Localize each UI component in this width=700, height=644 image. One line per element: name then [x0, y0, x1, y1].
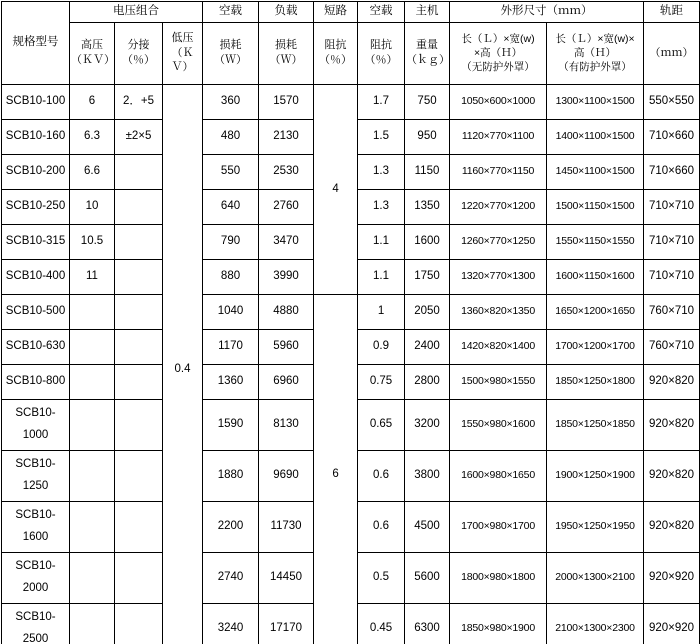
row-dim-no-enclosure: 1700×980×1700 [450, 501, 547, 552]
row-tap [115, 259, 163, 294]
row-model: SCB10- 1600 [2, 501, 70, 552]
row-dim-with-enclosure: 1700×1200×1700 [547, 329, 644, 364]
row-hv: 10 [70, 189, 115, 224]
subheader-weight: 重量 （ｋｇ） [405, 22, 450, 84]
row-hv [70, 552, 115, 603]
row-hv [70, 450, 115, 501]
header-voltage-combination: 电压组合 [70, 2, 203, 23]
row-load-loss: 11730 [259, 501, 314, 552]
row-noload-loss: 1360 [203, 364, 259, 399]
row-dim-no-enclosure: 1320×770×1300 [450, 259, 547, 294]
row-weight: 4500 [405, 501, 450, 552]
row-model: SCB10- 2500 [2, 603, 70, 644]
row-model: SCB10-315 [2, 224, 70, 259]
row-track: 760×710 [644, 329, 700, 364]
row-model: SCB10-100 [2, 84, 70, 119]
row-hv: 6.3 [70, 119, 115, 154]
row-model: SCB10-500 [2, 294, 70, 329]
row-track: 920×820 [644, 501, 700, 552]
row-noload-impedance: 0.65 [358, 399, 405, 450]
row-hv: 10.5 [70, 224, 115, 259]
row-load-loss: 2760 [259, 189, 314, 224]
row-track: 710×710 [644, 224, 700, 259]
row-hv: 6 [70, 84, 115, 119]
row-tap: ±2×5 [115, 119, 163, 154]
row-dim-no-enclosure: 1160×770×1150 [450, 154, 547, 189]
row-hv: 11 [70, 259, 115, 294]
subheader-load-loss: 损耗 （Ｗ） [259, 22, 314, 84]
row-noload-loss: 1170 [203, 329, 259, 364]
row-tap [115, 552, 163, 603]
row-track: 920×820 [644, 450, 700, 501]
row-load-loss: 14450 [259, 552, 314, 603]
table-row [2, 294, 700, 329]
row-tap [115, 501, 163, 552]
row-load-loss: 3990 [259, 259, 314, 294]
row-dim-with-enclosure: 1900×1250×1900 [547, 450, 644, 501]
subheader-dim-with-enclosure: 长（Ｌ）×宽(w)× 高（Ｈ） （有防护外罩） [547, 22, 644, 84]
row-noload-impedance: 1.3 [358, 189, 405, 224]
row-hv [70, 603, 115, 644]
row-hv [70, 294, 115, 329]
row-load-loss: 4880 [259, 294, 314, 329]
row-load-loss: 2530 [259, 154, 314, 189]
row-track: 760×710 [644, 294, 700, 329]
row-noload-loss: 3240 [203, 603, 259, 644]
subheader-dim-no-enclosure: 长（Ｌ）×宽(w) ×高（Ｈ） （无防护外罩） [450, 22, 547, 84]
subheader-hv: 高压 （ＫＶ） [70, 22, 115, 84]
row-dim-with-enclosure: 2000×1300×2100 [547, 552, 644, 603]
row-short-impedance-group-2: 6 [314, 294, 358, 644]
row-noload-impedance: 1.5 [358, 119, 405, 154]
table-row [2, 84, 700, 119]
row-load-loss: 1570 [259, 84, 314, 119]
row-weight: 950 [405, 119, 450, 154]
row-model: SCB10-200 [2, 154, 70, 189]
row-dim-no-enclosure: 1550×980×1600 [450, 399, 547, 450]
row-track: 710×660 [644, 154, 700, 189]
row-track: 550×550 [644, 84, 700, 119]
header-noload: 空载 [203, 2, 259, 23]
row-weight: 3800 [405, 450, 450, 501]
row-dim-no-enclosure: 1800×980×1800 [450, 552, 547, 603]
subheader-lv: 低压 （ＫＶ） [163, 22, 203, 84]
row-tap [115, 399, 163, 450]
subheader-short-impedance: 阻抗 （％） [314, 22, 358, 84]
row-weight: 750 [405, 84, 450, 119]
row-dim-with-enclosure: 2100×1300×2300 [547, 603, 644, 644]
row-hv [70, 501, 115, 552]
row-noload-impedance: 0.6 [358, 450, 405, 501]
row-hv [70, 329, 115, 364]
row-dim-with-enclosure: 1450×1100×1500 [547, 154, 644, 189]
row-track: 920×820 [644, 364, 700, 399]
subheader-tap: 分接 （％） [115, 22, 163, 84]
row-track: 710×660 [644, 119, 700, 154]
row-dim-no-enclosure: 1600×980×1650 [450, 450, 547, 501]
row-weight: 1350 [405, 189, 450, 224]
row-dim-with-enclosure: 1950×1250×1950 [547, 501, 644, 552]
row-weight: 1150 [405, 154, 450, 189]
header-dimensions: 外形尺寸（ｍｍ） [450, 2, 644, 23]
row-noload-loss: 1880 [203, 450, 259, 501]
row-hv [70, 399, 115, 450]
row-noload-loss: 360 [203, 84, 259, 119]
row-weight: 1750 [405, 259, 450, 294]
header-load: 负载 [259, 2, 314, 23]
row-dim-with-enclosure: 1850×1250×1800 [547, 364, 644, 399]
subheader-track-unit: （ｍｍ） [644, 22, 700, 84]
row-dim-no-enclosure: 1500×980×1550 [450, 364, 547, 399]
row-dim-no-enclosure: 1260×770×1250 [450, 224, 547, 259]
row-tap [115, 329, 163, 364]
row-dim-no-enclosure: 1360×820×1350 [450, 294, 547, 329]
row-track: 920×820 [644, 399, 700, 450]
row-noload-loss: 2740 [203, 552, 259, 603]
row-weight: 5600 [405, 552, 450, 603]
row-noload-loss: 790 [203, 224, 259, 259]
row-noload-impedance: 0.45 [358, 603, 405, 644]
row-track: 710×710 [644, 259, 700, 294]
row-dim-with-enclosure: 1650×1200×1650 [547, 294, 644, 329]
transformer-spec-table [1, 1, 700, 644]
row-load-loss: 17170 [259, 603, 314, 644]
row-tap [115, 189, 163, 224]
row-noload-impedance: 1.1 [358, 224, 405, 259]
row-dim-no-enclosure: 1420×820×1400 [450, 329, 547, 364]
row-weight: 3200 [405, 399, 450, 450]
subheader-noload-impedance: 阻抗 （％） [358, 22, 405, 84]
row-noload-loss: 1590 [203, 399, 259, 450]
table-group-header-row [2, 2, 700, 23]
row-noload-loss: 1040 [203, 294, 259, 329]
row-noload-loss: 480 [203, 119, 259, 154]
row-load-loss: 2130 [259, 119, 314, 154]
row-model: SCB10- 1250 [2, 450, 70, 501]
row-load-loss: 3470 [259, 224, 314, 259]
row-track: 710×710 [644, 189, 700, 224]
row-model: SCB10-800 [2, 364, 70, 399]
row-tap [115, 224, 163, 259]
row-noload-loss: 2200 [203, 501, 259, 552]
header-model: 规格型号 [2, 2, 70, 85]
row-tap [115, 603, 163, 644]
row-track: 920×920 [644, 603, 700, 644]
row-noload-impedance: 1 [358, 294, 405, 329]
row-weight: 2050 [405, 294, 450, 329]
row-noload-loss: 550 [203, 154, 259, 189]
row-load-loss: 8130 [259, 399, 314, 450]
row-weight: 1600 [405, 224, 450, 259]
row-noload-impedance: 1.1 [358, 259, 405, 294]
row-tap [115, 294, 163, 329]
row-dim-with-enclosure: 1300×1100×1500 [547, 84, 644, 119]
row-noload-loss: 640 [203, 189, 259, 224]
row-tap [115, 154, 163, 189]
row-model: SCB10- 2000 [2, 552, 70, 603]
row-dim-no-enclosure: 1220×770×1200 [450, 189, 547, 224]
header-track-gauge: 轨距 [644, 2, 700, 23]
row-model: SCB10-250 [2, 189, 70, 224]
row-load-loss: 6960 [259, 364, 314, 399]
row-weight: 6300 [405, 603, 450, 644]
row-short-impedance-group-1: 4 [314, 84, 358, 294]
row-model: SCB10- 1000 [2, 399, 70, 450]
row-noload-impedance: 1.7 [358, 84, 405, 119]
row-noload-impedance: 0.5 [358, 552, 405, 603]
row-noload-loss: 880 [203, 259, 259, 294]
header-body: 主机 [405, 2, 450, 23]
row-dim-no-enclosure: 1120×770×1100 [450, 119, 547, 154]
table-sub-header-row [2, 22, 700, 84]
row-dim-no-enclosure: 1050×600×1000 [450, 84, 547, 119]
row-dim-no-enclosure: 1850×980×1900 [450, 603, 547, 644]
row-dim-with-enclosure: 1550×1150×1550 [547, 224, 644, 259]
row-noload-impedance: 1.3 [358, 154, 405, 189]
row-lv-merged: 0.4 [163, 84, 203, 644]
row-weight: 2800 [405, 364, 450, 399]
row-noload-impedance: 0.75 [358, 364, 405, 399]
row-tap [115, 364, 163, 399]
row-tap: 2．+5 [115, 84, 163, 119]
row-dim-with-enclosure: 1500×1150×1500 [547, 189, 644, 224]
row-hv [70, 364, 115, 399]
row-noload-impedance: 0.9 [358, 329, 405, 364]
row-model: SCB10-400 [2, 259, 70, 294]
row-track: 920×920 [644, 552, 700, 603]
row-dim-with-enclosure: 1600×1150×1600 [547, 259, 644, 294]
row-load-loss: 5960 [259, 329, 314, 364]
row-noload-impedance: 0.6 [358, 501, 405, 552]
row-load-loss: 9690 [259, 450, 314, 501]
row-weight: 2400 [405, 329, 450, 364]
row-dim-with-enclosure: 1850×1250×1850 [547, 399, 644, 450]
row-tap [115, 450, 163, 501]
subheader-noload-loss: 损耗 （Ｗ） [203, 22, 259, 84]
row-model: SCB10-630 [2, 329, 70, 364]
header-short-circuit: 短路 [314, 2, 358, 23]
row-dim-with-enclosure: 1400×1100×1500 [547, 119, 644, 154]
row-hv: 6.6 [70, 154, 115, 189]
header-noload-impedance: 空载 [358, 2, 405, 23]
row-model: SCB10-160 [2, 119, 70, 154]
